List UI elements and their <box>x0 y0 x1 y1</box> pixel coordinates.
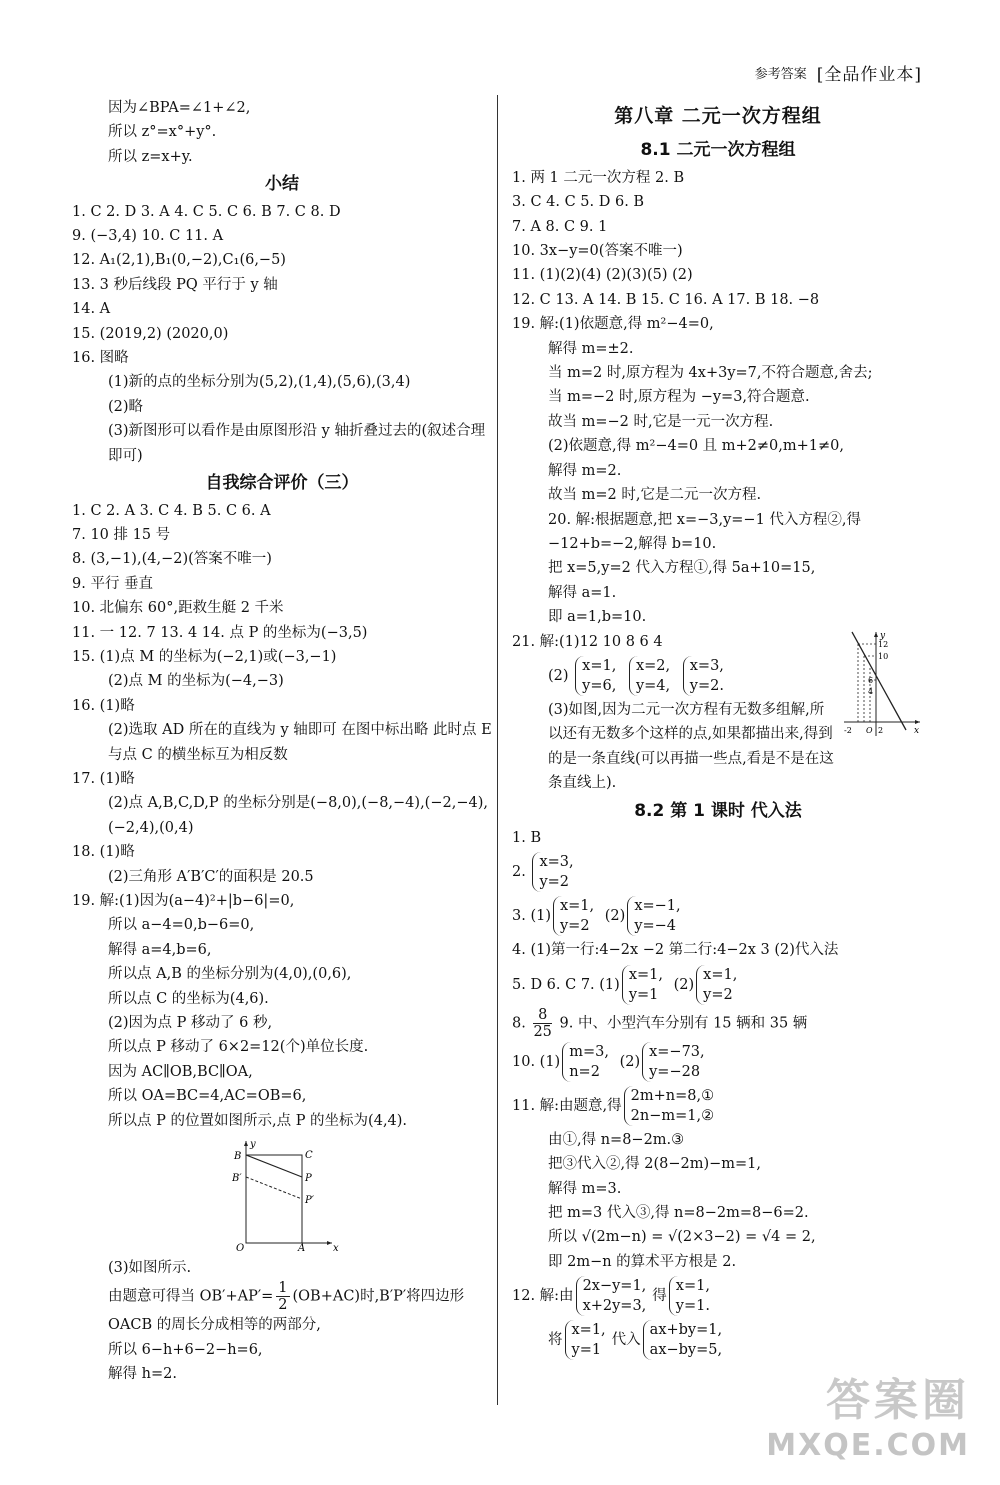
right-column <box>512 96 924 1362</box>
fig-label: P′ <box>305 1195 314 1207</box>
answer-line: 17. (1)略 <box>72 770 135 787</box>
svg-text:x: x <box>914 725 920 736</box>
svg-text:O: O <box>866 725 873 735</box>
answer-line: 1. B <box>512 829 542 846</box>
answer-line: 把 x=5,y=2 代入方程①,得 5a+10=15, <box>548 560 816 577</box>
svg-text:-2: -2 <box>844 725 852 735</box>
section-title: 8.1 二元一次方程组 <box>640 140 796 161</box>
answer-line: 16. (1)略 <box>72 697 135 714</box>
fig-label: A <box>298 1243 306 1253</box>
answer-line: 13. 3 秒后线段 PQ 平行于 y 轴 <box>72 276 278 293</box>
answer-line: (2)点 A,B,C,D,P 的坐标分别是(−8,0),(−8,−4),(−2,−4),(−2,4),(0,4) <box>108 795 488 836</box>
answer-line: 4. (1)第一行:4−2x −2 第二行:4−2x 3 (2)代入法 <box>512 942 839 959</box>
svg-text:10: 10 <box>878 651 889 661</box>
answer-line: 16. 图略 <box>72 350 129 367</box>
fig-label: x <box>333 1243 339 1253</box>
equation-system: x=−73, y=−28 <box>642 1042 705 1082</box>
left-column <box>72 96 492 1387</box>
answer-line: 由①,得 n=8−2m.③ <box>548 1131 685 1148</box>
answer-line: 12. C 13. A 14. B 15. C 16. A 17. B 18. −8 <box>512 291 820 308</box>
answer-line: (2)选取 AD 所在的直线为 y 轴即可 在图中标出略 此时点 E 与点 C 的横坐标互为相反数 <box>108 722 492 763</box>
answer-line: 所以点 P 移动了 6×2=12(个)单位长度. <box>108 1039 369 1056</box>
equation-system: x=1, y=2 <box>553 896 594 936</box>
chapter-title: 第八章 二元一次方程组 <box>614 105 822 127</box>
svg-text:4: 4 <box>868 686 874 696</box>
equation-system: ax+by=1, ax−by=5, <box>643 1320 722 1360</box>
answer-line: 解得 m=2. <box>548 462 622 479</box>
answer-line: OACB 的周长分成相等的两部分, <box>108 1317 321 1334</box>
answer-line: (2)略 <box>108 398 144 415</box>
fig-label: C <box>305 1150 313 1162</box>
watermark <box>766 1364 970 1463</box>
answer-line: 7. A 8. C 9. 1 <box>512 218 608 235</box>
fraction: $\frac{1}{2}$ <box>278 1280 288 1314</box>
answer-line: 8. $\frac{8}{25}$ 9. 中、小型汽车分别有 15 辆和 35 辆 <box>512 1006 808 1040</box>
equation-system: x=1, y=2 <box>696 965 737 1005</box>
answer-line: 解得 m=3. <box>548 1180 622 1197</box>
eval-title: 自我综合评价（三） <box>205 473 359 494</box>
svg-text:12: 12 <box>878 639 889 649</box>
answer-line: 1. 两 1 二元一次方程 2. B <box>512 169 685 186</box>
answer-line: (2)因为点 P 移动了 6 秒, <box>108 1015 273 1032</box>
answer-line: (3)新图形可以看作是由原图形沿 y 轴折叠过去的(叙述合理即可) <box>108 423 486 464</box>
watermark-line: MXQE.COM <box>766 1428 970 1463</box>
answer-line: 将x=1, y=1代入ax+by=1, ax−by=5, <box>548 1322 723 1359</box>
answer-line: 所以点 P 的位置如图所示,点 P 的坐标为(4,4). <box>108 1112 408 1129</box>
fraction: $\frac{8}{25}$ <box>533 1006 552 1040</box>
answer-line: 把 m=3 代入③,得 n=8−2m=8−6=2. <box>548 1205 809 1221</box>
answer-line: 由题意可得当 OB′+AP′= $\frac{1}{2}$ (OB+AC)时,B′P′将四边形 <box>108 1280 465 1314</box>
fig-label: P <box>305 1173 312 1185</box>
answer-line: 11. 一 12. 7 13. 4 14. 点 P 的坐标为(−3,5) <box>72 624 368 641</box>
answer-line: 7. 10 排 15 号 <box>72 526 171 543</box>
answer-line: 解得 m=±2. <box>548 340 634 357</box>
q21-block <box>512 630 924 796</box>
answer-line: 12. 解:由2x−y=1, x+2y=3,得x=1, y=1. <box>512 1278 710 1315</box>
answer-line: 20. 解:根据题意,把 x=−3,y=−1 代入方程②,得 −12+b=−2,解得 b=10. <box>548 511 862 552</box>
equation-system: 2m+n=8,① 2n−m=1,② <box>624 1086 714 1126</box>
answer-line: 所以点 C 的坐标为(4,6). <box>108 990 269 1007</box>
fig-label: B <box>234 1151 242 1163</box>
answer-line: 故当 m=−2 时,它是一元一次方程. <box>548 413 774 430</box>
answer-line: 9. 平行 垂直 <box>72 575 154 592</box>
svg-text:y: y <box>880 630 886 641</box>
fig-label: y <box>250 1139 256 1151</box>
equation-system: x=3, y=2 <box>532 852 573 892</box>
answer-line: 11. (1)(2)(4) (2)(3)(5) (2) <box>512 267 693 284</box>
answer-line: 1. C 2. A 3. C 4. B 5. C 6. A <box>72 502 271 519</box>
answer-line: 所以点 A,B 的坐标分别为(4,0),(0,6), <box>108 966 352 983</box>
answer-line: 当 m=−2 时,原方程为 −y=3,符合题意. <box>548 389 810 406</box>
watermark-line: 答案圈 <box>826 1375 970 1426</box>
answer-line: 3. (1)x=1, y=2 (2)x=−1, y=−4 <box>512 898 681 935</box>
equation-system: x=1, y=1 <box>622 965 663 1005</box>
line-graph <box>842 630 922 740</box>
answer-line: 因为 AC∥OB,BC∥OA, <box>108 1063 253 1080</box>
answer-line: 所以 6−h+6−2−h=6, <box>108 1341 263 1358</box>
equation-system: x=2, y=4, <box>629 656 670 696</box>
answer-line: 18. (1)略 <box>72 844 135 861</box>
answer-line: 10. 3x−y=0(答案不唯一) <box>512 243 683 260</box>
answer-line: 解得 a=4,b=6, <box>108 941 212 958</box>
equation-system: 2x−y=1, x+2y=3, <box>576 1276 647 1316</box>
answer-line: 10. (1)m=3, n=2 (2)x=−73, y=−28 <box>512 1043 705 1080</box>
answer-line: (2) x=1, y=6, x=2, y=4, x=3, y=2. <box>548 657 724 694</box>
answer-line: 即 a=1,b=10. <box>548 609 647 626</box>
answer-line: 当 m=2 时,原方程为 4x+3y=7,不符合题意,舍去; <box>548 365 873 382</box>
answer-line: 故当 m=2 时,它是二元一次方程. <box>548 487 762 504</box>
answer-line: 11. 解:由题意,得2m+n=8,① 2n−m=1,② <box>512 1087 715 1124</box>
page-header <box>755 60 922 85</box>
answer-line: (3)如图所示. <box>108 1260 192 1277</box>
answer-line: 5. D 6. C 7. (1)x=1, y=1 (2)x=1, y=2 <box>512 966 738 1003</box>
equation-system: x=1, y=1 <box>565 1320 606 1360</box>
answer-line: 把③代入②,得 2(8−2m)−m=1, <box>548 1156 761 1173</box>
text-line: 所以 z=x+y. <box>108 148 193 165</box>
fig-label: O <box>236 1243 245 1253</box>
header-label: 参考答案 <box>754 67 807 82</box>
answer-line: 3. C 4. C 5. D 6. B <box>512 194 645 211</box>
answer-line: 所以 a−4=0,b−6=0, <box>108 917 255 934</box>
section-title: 8.2 第 1 课时 代入法 <box>634 800 802 821</box>
answer-line: (1)新的点的坐标分别为(5,2),(1,4),(5,6),(3,4) <box>108 374 411 391</box>
answer-line: 14. A <box>72 301 111 318</box>
equation-system: x=1, y=1. <box>669 1276 710 1316</box>
svg-text:6: 6 <box>868 675 874 685</box>
answer-line: (2)三角形 A′B′C′的面积是 20.5 <box>108 868 314 885</box>
fig-label: B′ <box>232 1173 242 1185</box>
header-brand: [全品作业本] <box>816 65 922 85</box>
answer-line: 8. (3,−1),(4,−2)(答案不唯一) <box>72 551 272 568</box>
answer-line: 即 2m−n 的算术平方根是 2. <box>548 1253 737 1270</box>
answer-line: 15. (2019,2) (2020,0) <box>72 325 229 342</box>
answer-line: 2. x=3, y=2 <box>512 854 574 891</box>
text-line: 所以 z°=x°+y°. <box>108 124 217 141</box>
answer-line: 所以 OA=BC=4,AC=OB=6, <box>108 1088 307 1105</box>
answer-line: (2)依题意,得 m²−4=0 且 m+2≠0,m+1≠0, <box>548 438 845 455</box>
summary-title: 小结 <box>265 174 299 195</box>
answer-line: 1. C 2. D 3. A 4. C 5. C 6. B 7. C 8. D <box>72 203 341 220</box>
answer-line: 21. 解:(1)12 10 8 6 4 <box>512 633 663 650</box>
equation-system: x=3, y=2. <box>683 656 724 696</box>
answer-line: 15. (1)点 M 的坐标为(−2,1)或(−3,−1) <box>72 648 337 665</box>
answer-line: 10. 北偏东 60°,距救生艇 2 千米 <box>72 600 284 617</box>
answer-line: 所以 √(2m−n) = √(2×3−2) = √4 = 2, <box>548 1229 816 1246</box>
svg-text:2: 2 <box>878 725 884 735</box>
answer-line: (3)如图,因为二元一次方程有无数多组解,所以还有无数多个这样的点,如果都描出来,得到的是一条直线(可以再描一些点,看是不是在这条直线上). <box>548 701 834 792</box>
column-divider <box>497 95 498 1405</box>
answer-line: 解得 h=2. <box>108 1366 177 1383</box>
answer-line: 19. 解:(1)依题意,得 m²−4=0, <box>512 316 714 333</box>
answer-line: (2)点 M 的坐标为(−4,−3) <box>108 673 284 690</box>
equation-system: m=3, n=2 <box>562 1042 609 1082</box>
equation-system: x=1, y=6, <box>575 656 616 696</box>
answer-line: 19. 解:(1)因为(a−4)²+|b−6|=0, <box>72 893 295 909</box>
equation-system: x=−1, y=−4 <box>627 896 680 936</box>
answer-line: 9. (−3,4) 10. C 11. A <box>72 228 224 245</box>
rectangle-figure <box>232 1137 342 1252</box>
answer-line: 解得 a=1. <box>548 584 617 601</box>
answer-line: 12. A₁(2,1),B₁(0,−2),C₁(6,−5) <box>72 252 286 269</box>
text-line: 因为∠BPA=∠1+∠2, <box>108 100 251 116</box>
